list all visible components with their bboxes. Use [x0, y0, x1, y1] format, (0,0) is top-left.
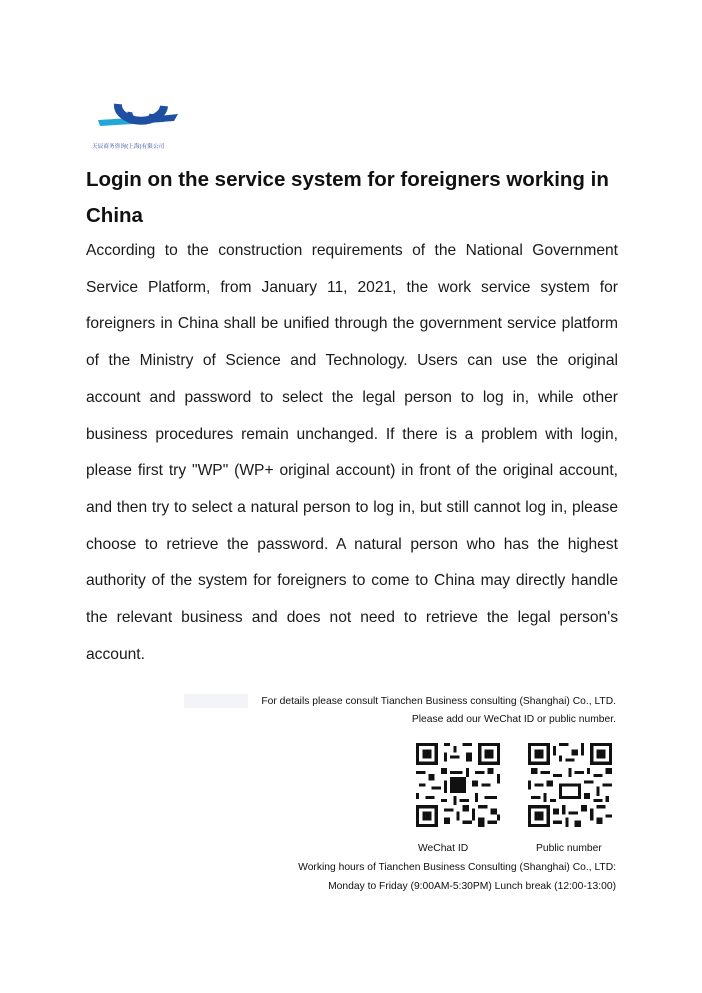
contact-details: For details please consult Tianchen Business consulting (Shanghai) Co., LTD. — [261, 696, 616, 707]
company-logo-caption: 天辰商务咨询(上海)有限公司 — [92, 144, 165, 150]
public-number-qr-icon[interactable] — [525, 740, 615, 830]
public-number-label: Public number — [536, 843, 602, 854]
working-hours-title: Working hours of Tianchen Business Consulting (Shanghai) Co., LTD: — [298, 862, 616, 873]
add-prompt: Please add our WeChat ID or public number. — [411, 714, 616, 725]
working-hours: Monday to Friday (9:00AM-5:30PM) Lunch break (12:00-13:00) — [328, 881, 616, 892]
wechat-id-qr-icon[interactable] — [413, 740, 503, 830]
article-body: According to the construction requirements of the National Government Service Platform, from January 11, 2021, the work service system for foreigners in China shall be unified through the government service platform of the Ministry of Science and Technology. Users can use the original account and password to select the legal person to log in, while other business procedures remain unchanged. If there is a problem with login, please first try "WP" (WP+ original account) in front of the original account, and then try to select a natural person to log in, but still cannot log in, please choose to retrieve the password. A natural person who has the highest authority of the system for foreigners to come to China may directly handle the relevant business and does not need to retrieve the legal person's account. — [86, 242, 618, 663]
page-title: Login on the service system for foreigners working in China — [86, 168, 609, 227]
wechat-id-label: WeChat ID — [418, 843, 469, 854]
